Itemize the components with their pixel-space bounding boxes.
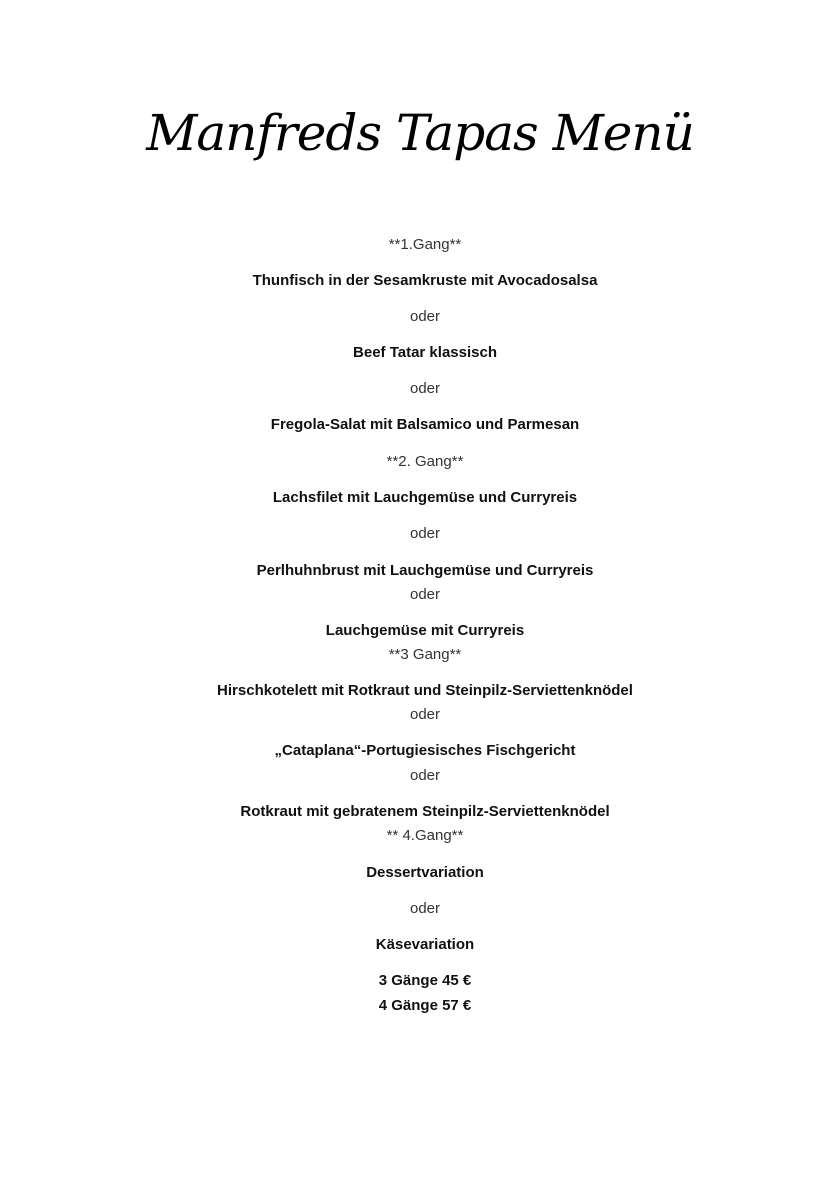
price-four-courses: 4 Gänge 57 €: [378, 997, 472, 1014]
dish-item: Dessertvariation: [366, 864, 484, 881]
dish-item: Beef Tatar klassisch: [353, 344, 497, 361]
oder-separator: oder: [409, 706, 441, 723]
menu-title: Manfreds Tapas Menü: [146, 104, 694, 162]
course-heading-1: **1.Gang**: [388, 236, 462, 253]
course-heading-2: **2. Gang**: [386, 453, 464, 470]
oder-separator: oder: [409, 900, 441, 917]
oder-separator: oder: [409, 525, 441, 542]
price-three-courses: 3 Gänge 45 €: [378, 972, 472, 989]
course-heading-4: ** 4.Gang**: [386, 827, 464, 844]
oder-separator: oder: [409, 308, 441, 325]
dish-item: Perlhuhnbrust mit Lauchgemüse und Curryreis: [256, 562, 594, 579]
course-heading-3: **3 Gang**: [388, 646, 462, 663]
dish-item: Käsevariation: [375, 936, 475, 953]
dish-item: Fregola-Salat mit Balsamico und Parmesan: [270, 416, 580, 433]
dish-item: Rotkraut mit gebratenem Steinpilz-Serviettenknödel: [240, 803, 610, 820]
dish-item: Thunfisch in der Sesamkruste mit Avocadosalsa: [252, 272, 598, 289]
dish-item: Hirschkotelett mit Rotkraut und Steinpilz-Serviettenknödel: [217, 682, 633, 699]
oder-separator: oder: [409, 380, 441, 397]
oder-separator: oder: [409, 586, 441, 603]
dish-item: Lachsfilet mit Lauchgemüse und Curryreis: [272, 489, 578, 506]
dish-item: „Cataplana“-Portugiesisches Fischgericht: [274, 742, 576, 759]
oder-separator: oder: [409, 767, 441, 784]
dish-item: Lauchgemüse mit Curryreis: [325, 622, 525, 639]
